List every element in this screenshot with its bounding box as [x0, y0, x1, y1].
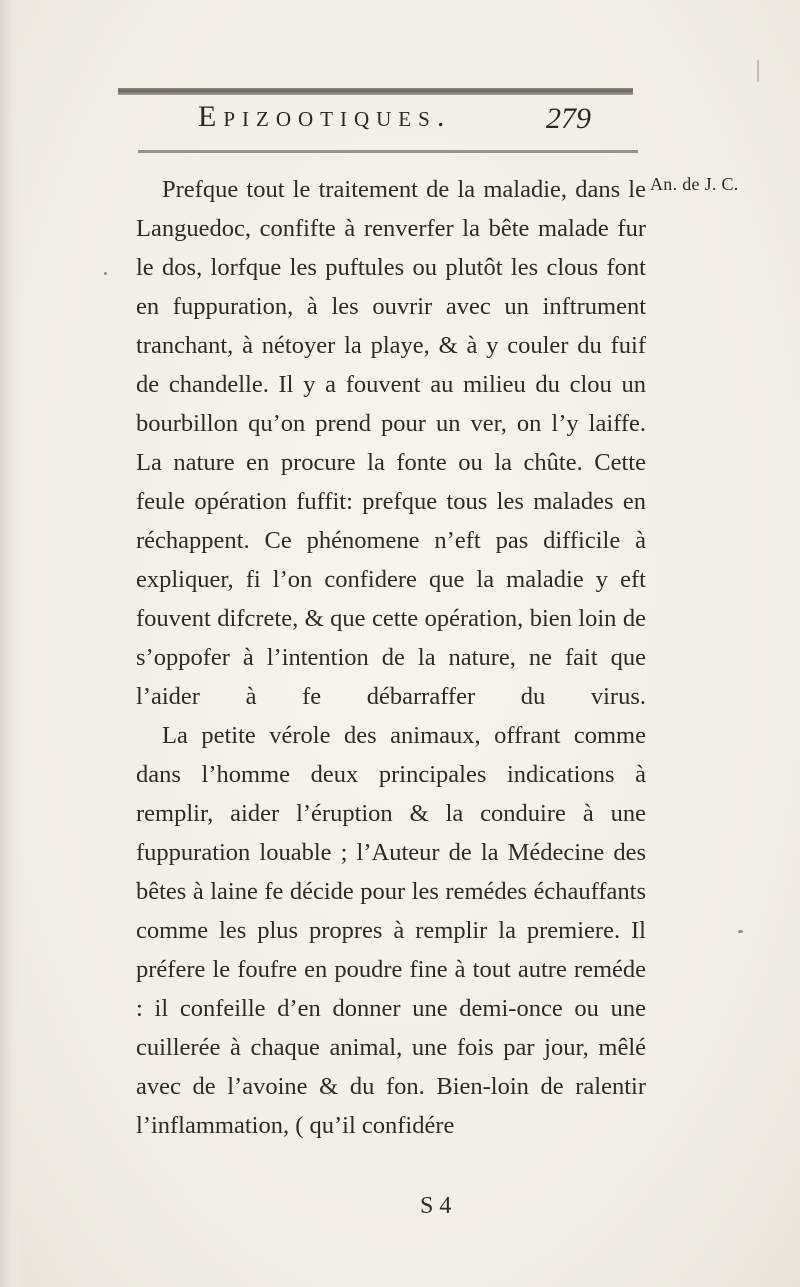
paragraph-2: La petite vérole des animaux, offrant comme dans l’homme deux principales indications à remplir, aider l’éruption & la conduire à une fuppuration louable ; l’Auteur de la Médecine des bêtes à laine fe décide pour les remédes échauffants comme les plus propres à remplir la premiere. Il préfere le foufre en poudre fine à tout autre reméde : il confeille d’en donner une demi-once ou une cuillerée à chaque animal, une fois par jour, mêlé avec de l’avoine & du fon. Bien-loin de ralentir l’inflammation, ( qu’il confidére [136, 722, 646, 1139]
paragraph-1: Prefque tout le traitement de la maladie, dans le Languedoc, confifte à renverfer la bête malade fur le dos, lorfque les puftules ou plutôt les clous font en fuppuration, à les ouvrir avec un inftrument tranchant, à nétoyer la playe, & à y couler du fuif de chandelle. Il y a fouvent au milieu du clou un bourbillon qu’on prend pour un ver, on l’y laiffe. La nature en procure la fonte ou la chûte. Cette feule opération fuffit: prefque tous les malades en réchappent. Ce phénomene n’eft pas difficile à expliquer, fi l’on confidere que la maladie y eft fouvent difcrete, & que cette opération, bien loin de s’oppofer à l’intention de la nature, ne fait que l’aider à fe débarraffer du virus. [136, 176, 646, 710]
top-ornamental-rule [118, 88, 633, 95]
paper-speck [104, 272, 107, 275]
page-gutter-shadow [0, 0, 22, 1287]
page-number: 279 [546, 102, 591, 135]
body-text [136, 170, 646, 1145]
running-title: Epizootiques. [198, 100, 452, 133]
running-header [198, 100, 658, 150]
header-rule [138, 150, 638, 153]
signature-mark: S 4 [420, 1193, 452, 1219]
paper-speck [738, 930, 743, 933]
margin-note: An. de J. C. [650, 174, 739, 194]
paper-speck [757, 60, 759, 82]
